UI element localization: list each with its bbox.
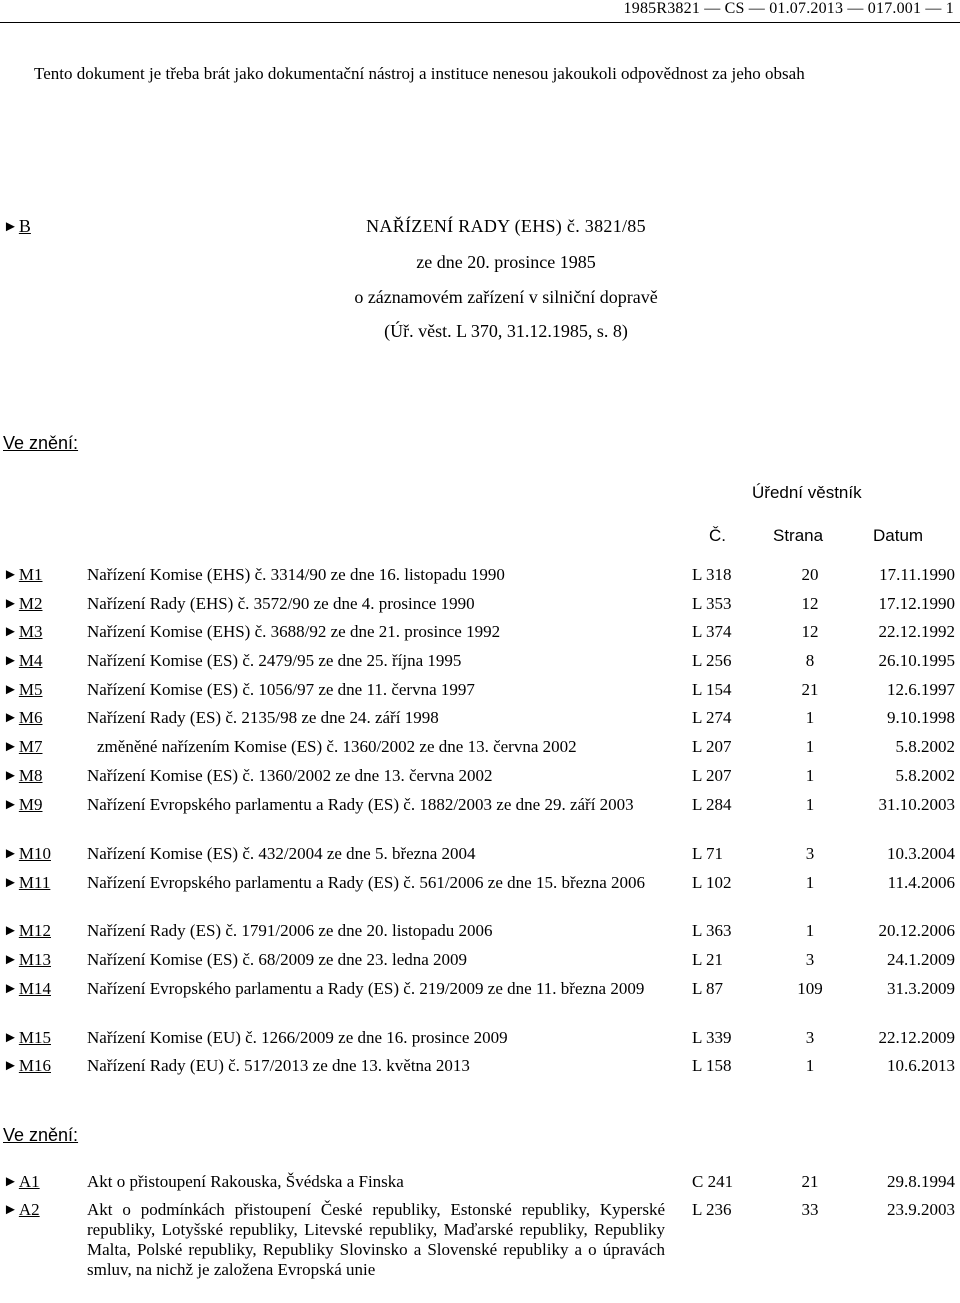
marker-arrow-icon: ► bbox=[3, 875, 18, 891]
amendment-marker[interactable] bbox=[3, 873, 50, 893]
marker-arrow-icon: ► bbox=[3, 952, 18, 968]
amendment-description: Nařízení Komise (ES) č. 432/2004 ze dne 5. března 2004 bbox=[87, 844, 476, 863]
table-row bbox=[0, 1056, 960, 1080]
amendment-link[interactable]: M9 bbox=[18, 795, 43, 814]
oj-number: L 284 bbox=[692, 795, 732, 814]
oj-page: 1 bbox=[805, 921, 815, 940]
amendment-link[interactable]: M3 bbox=[18, 622, 43, 641]
marker-arrow-icon: ► bbox=[3, 653, 18, 669]
amendment-description: Nařízení Komise (ES) č. 68/2009 ze dne 23. ledna 2009 bbox=[87, 950, 468, 969]
amendment-marker[interactable] bbox=[3, 1200, 40, 1220]
table-row bbox=[0, 1200, 960, 1279]
regulation-subject: o záznamovém zařízení v silniční dopravě bbox=[354, 287, 658, 307]
marker-arrow-icon: ► bbox=[3, 596, 18, 612]
marker-arrow-icon: ► bbox=[3, 710, 18, 726]
oj-number: L 207 bbox=[692, 737, 732, 756]
table-row bbox=[0, 979, 960, 1003]
table-row bbox=[0, 1028, 960, 1052]
oj-page: 1 bbox=[805, 708, 815, 727]
amendment-description: Nařízení Evropského parlamentu a Rady (ES) č. 1882/2003 ze dne 29. září 2003 bbox=[87, 795, 634, 814]
oj-number: L 274 bbox=[692, 708, 732, 727]
oj-date: 22.12.1992 bbox=[878, 622, 955, 641]
marker-arrow-icon: ► bbox=[3, 624, 18, 640]
amendment-link[interactable]: M12 bbox=[18, 921, 51, 940]
oj-number: L 21 bbox=[692, 950, 724, 969]
header-divider bbox=[0, 22, 960, 23]
oj-page: 21 bbox=[801, 680, 819, 699]
amendment-marker[interactable] bbox=[3, 1172, 40, 1192]
amendment-description: Nařízení Komise (EHS) č. 3314/90 ze dne 16. listopadu 1990 bbox=[87, 565, 505, 584]
amendment-link[interactable]: A1 bbox=[18, 1172, 40, 1191]
amendment-marker[interactable] bbox=[3, 844, 51, 864]
amendment-marker[interactable] bbox=[3, 565, 42, 585]
amendment-marker[interactable] bbox=[3, 594, 42, 614]
oj-number: L 154 bbox=[692, 680, 732, 699]
table-row bbox=[0, 737, 960, 761]
amendment-link[interactable]: M10 bbox=[18, 844, 51, 863]
oj-date: 10.6.2013 bbox=[887, 1056, 955, 1075]
oj-date: 5.8.2002 bbox=[895, 737, 955, 756]
amendment-marker[interactable] bbox=[3, 795, 42, 815]
oj-date: 11.4.2006 bbox=[887, 873, 955, 892]
oj-number: L 102 bbox=[692, 873, 732, 892]
marker-arrow-icon: ► bbox=[3, 846, 18, 862]
oj-number: L 374 bbox=[692, 622, 732, 641]
marker-arrow-icon: ► bbox=[3, 1174, 18, 1190]
amendments-label: Ve znění: bbox=[3, 433, 79, 453]
amendment-link[interactable]: M14 bbox=[18, 979, 51, 998]
base-marker-link[interactable]: B bbox=[18, 216, 31, 236]
regulation-date: ze dne 20. prosince 1985 bbox=[416, 252, 596, 272]
amendment-link[interactable]: M8 bbox=[18, 766, 43, 785]
table-row bbox=[0, 565, 960, 589]
column-header-date: Datum bbox=[873, 526, 924, 545]
oj-page: 1 bbox=[805, 737, 815, 756]
table-row bbox=[0, 766, 960, 790]
oj-page: 3 bbox=[805, 844, 815, 863]
oj-page: 21 bbox=[801, 1172, 819, 1191]
oj-page: 12 bbox=[801, 594, 819, 613]
table-row bbox=[0, 921, 960, 945]
amendment-description: Nařízení Komise (ES) č. 1056/97 ze dne 11. června 1997 bbox=[87, 680, 475, 699]
column-header-page: Strana bbox=[773, 526, 824, 545]
amendment-description: Nařízení Komise (EHS) č. 3688/92 ze dne 21. prosince 1992 bbox=[87, 622, 501, 641]
marker-arrow-icon: ► bbox=[3, 682, 18, 698]
amendment-link[interactable]: M13 bbox=[18, 950, 51, 969]
marker-arrow-icon: ► bbox=[3, 739, 18, 755]
oj-number: L 318 bbox=[692, 565, 732, 584]
marker-arrow-icon: ► bbox=[3, 923, 18, 939]
oj-date: 31.3.2009 bbox=[887, 979, 955, 998]
table-row bbox=[0, 622, 960, 646]
amendment-link[interactable]: M1 bbox=[18, 565, 43, 584]
table-row bbox=[0, 1172, 960, 1196]
document-reference: 1985R3821 — CS — 01.07.2013 — 017.001 — 1 bbox=[623, 0, 954, 17]
amendment-marker[interactable] bbox=[3, 651, 42, 671]
table-row bbox=[0, 795, 960, 819]
amendment-description: Nařízení Evropského parlamentu a Rady (ES) č. 561/2006 ze dne 15. března 2006 bbox=[87, 873, 645, 892]
oj-page: 1 bbox=[805, 766, 815, 785]
marker-arrow-icon: ► bbox=[3, 567, 18, 583]
amendment-link[interactable]: M2 bbox=[18, 594, 43, 613]
oj-page: 3 bbox=[805, 950, 815, 969]
amendment-marker[interactable] bbox=[3, 979, 51, 999]
amendment-description: Nařízení Komise (EU) č. 1266/2009 ze dne 16. prosince 2009 bbox=[87, 1028, 508, 1047]
oj-number: L 207 bbox=[692, 766, 732, 785]
table-row bbox=[0, 873, 960, 897]
oj-page: 8 bbox=[805, 651, 815, 670]
oj-date: 22.12.2009 bbox=[878, 1028, 955, 1047]
marker-arrow-icon: ► bbox=[3, 768, 18, 784]
marker-arrow-icon: ► bbox=[3, 797, 18, 813]
amendment-marker[interactable] bbox=[3, 1056, 51, 1076]
oj-page: 109 bbox=[797, 979, 823, 998]
amendment-marker[interactable] bbox=[3, 950, 51, 970]
oj-date: 26.10.1995 bbox=[878, 651, 955, 670]
amendment-description: Nařízení Komise (ES) č. 2479/95 ze dne 25. října 1995 bbox=[87, 651, 462, 670]
amendment-marker[interactable] bbox=[3, 921, 51, 941]
amendment-description: Nařízení Komise (ES) č. 1360/2002 ze dne 13. června 2002 bbox=[87, 766, 493, 785]
base-marker[interactable] bbox=[3, 216, 31, 237]
marker-arrow-icon: ► bbox=[3, 1202, 18, 1218]
amendment-description: Nařízení Rady (ES) č. 2135/98 ze dne 24. září 1998 bbox=[87, 708, 439, 727]
oj-number: L 87 bbox=[692, 979, 724, 998]
amendment-marker[interactable] bbox=[3, 737, 42, 757]
oj-date: 20.12.2006 bbox=[878, 921, 955, 940]
regulation-title: NAŘÍZENÍ RADY (EHS) č. 3821/85 bbox=[366, 216, 646, 236]
oj-date: 12.6.1997 bbox=[887, 680, 955, 699]
oj-number: C 241 bbox=[692, 1172, 734, 1191]
oj-date: 23.9.2003 bbox=[887, 1200, 955, 1219]
amendment-description: Akt o přistoupení Rakouska, Švédska a Finska bbox=[87, 1172, 404, 1191]
oj-date: 5.8.2002 bbox=[895, 766, 955, 785]
oj-date: 29.8.1994 bbox=[887, 1172, 955, 1191]
amendment-description: Nařízení Rady (EHS) č. 3572/90 ze dne 4. prosince 1990 bbox=[87, 594, 475, 613]
oj-page: 1 bbox=[805, 1056, 815, 1075]
amendment-marker[interactable] bbox=[3, 708, 42, 728]
amendment-link[interactable]: M4 bbox=[18, 651, 43, 670]
oj-number: L 353 bbox=[692, 594, 732, 613]
oj-page: 20 bbox=[801, 565, 819, 584]
oj-number: L 158 bbox=[692, 1056, 732, 1075]
oj-page: 3 bbox=[805, 1028, 815, 1047]
oj-page: 33 bbox=[801, 1200, 819, 1219]
amendment-marker[interactable] bbox=[3, 1028, 51, 1048]
oj-date: 31.10.2003 bbox=[878, 795, 955, 814]
amendment-link[interactable]: A2 bbox=[18, 1200, 40, 1219]
amendment-link[interactable]: M5 bbox=[18, 680, 43, 699]
amendment-marker[interactable] bbox=[3, 622, 42, 642]
amendment-link[interactable]: M16 bbox=[18, 1056, 51, 1075]
table-row bbox=[0, 844, 960, 868]
marker-arrow-icon: ► bbox=[3, 1030, 18, 1046]
oj-date: 9.10.1998 bbox=[887, 708, 955, 727]
journal-header: Úřední věstník bbox=[752, 483, 862, 502]
amendment-marker[interactable] bbox=[3, 680, 42, 700]
table-row bbox=[0, 708, 960, 732]
amendment-description: Nařízení Rady (EU) č. 517/2013 ze dne 13. května 2013 bbox=[87, 1056, 470, 1075]
oj-page: 1 bbox=[805, 795, 815, 814]
oj-number: L 363 bbox=[692, 921, 732, 940]
acts-label: Ve znění: bbox=[3, 1125, 79, 1145]
oj-date: 24.1.2009 bbox=[887, 950, 955, 969]
amendment-description: Nařízení Evropského parlamentu a Rady (ES) č. 219/2009 ze dne 11. března 2009 bbox=[87, 979, 645, 998]
disclaimer-text: Tento dokument je třeba brát jako dokumentační nástroj a instituce nenesou jakoukoli odpovědnost za jeho obsah bbox=[34, 64, 805, 83]
amendment-description: změněné nařízením Komise (ES) č. 1360/2002 ze dne 13. června 2002 bbox=[97, 737, 577, 756]
table-row bbox=[0, 594, 960, 618]
oj-number: L 339 bbox=[692, 1028, 732, 1047]
amendment-description: Akt o podmínkách přistoupení České republiky, Estonské republiky, Kyperské republiky, Lotyšské republiky, Litevské republiky, Maďarské republiky, Republiky Malta, Polské republiky, Republiky Slovinsko a Slovenské republiky a o úpravách smluv, na nichž je založena Evropská unie bbox=[87, 1200, 665, 1279]
oj-number: L 236 bbox=[692, 1200, 732, 1219]
regulation-oj-reference: (Úř. věst. L 370, 31.12.1985, s. 8) bbox=[384, 321, 628, 341]
table-row bbox=[0, 680, 960, 704]
amendment-link[interactable]: M11 bbox=[18, 873, 51, 892]
marker-arrow-icon: ► bbox=[3, 1058, 18, 1074]
oj-number: L 71 bbox=[692, 844, 724, 863]
amendment-description: Nařízení Rady (ES) č. 1791/2006 ze dne 20. listopadu 2006 bbox=[87, 921, 493, 940]
amendment-link[interactable]: M7 bbox=[18, 737, 43, 756]
oj-page: 1 bbox=[805, 873, 815, 892]
oj-date: 10.3.2004 bbox=[887, 844, 955, 863]
column-header-number: Č. bbox=[709, 526, 726, 545]
oj-date: 17.11.1990 bbox=[879, 565, 955, 584]
marker-arrow-icon: ► bbox=[3, 219, 18, 235]
amendment-link[interactable]: M6 bbox=[18, 708, 43, 727]
amendment-link[interactable]: M15 bbox=[18, 1028, 51, 1047]
oj-date: 17.12.1990 bbox=[878, 594, 955, 613]
oj-number: L 256 bbox=[692, 651, 732, 670]
oj-page: 12 bbox=[801, 622, 819, 641]
marker-arrow-icon: ► bbox=[3, 981, 18, 997]
table-row bbox=[0, 950, 960, 974]
table-row bbox=[0, 651, 960, 675]
amendment-marker[interactable] bbox=[3, 766, 42, 786]
